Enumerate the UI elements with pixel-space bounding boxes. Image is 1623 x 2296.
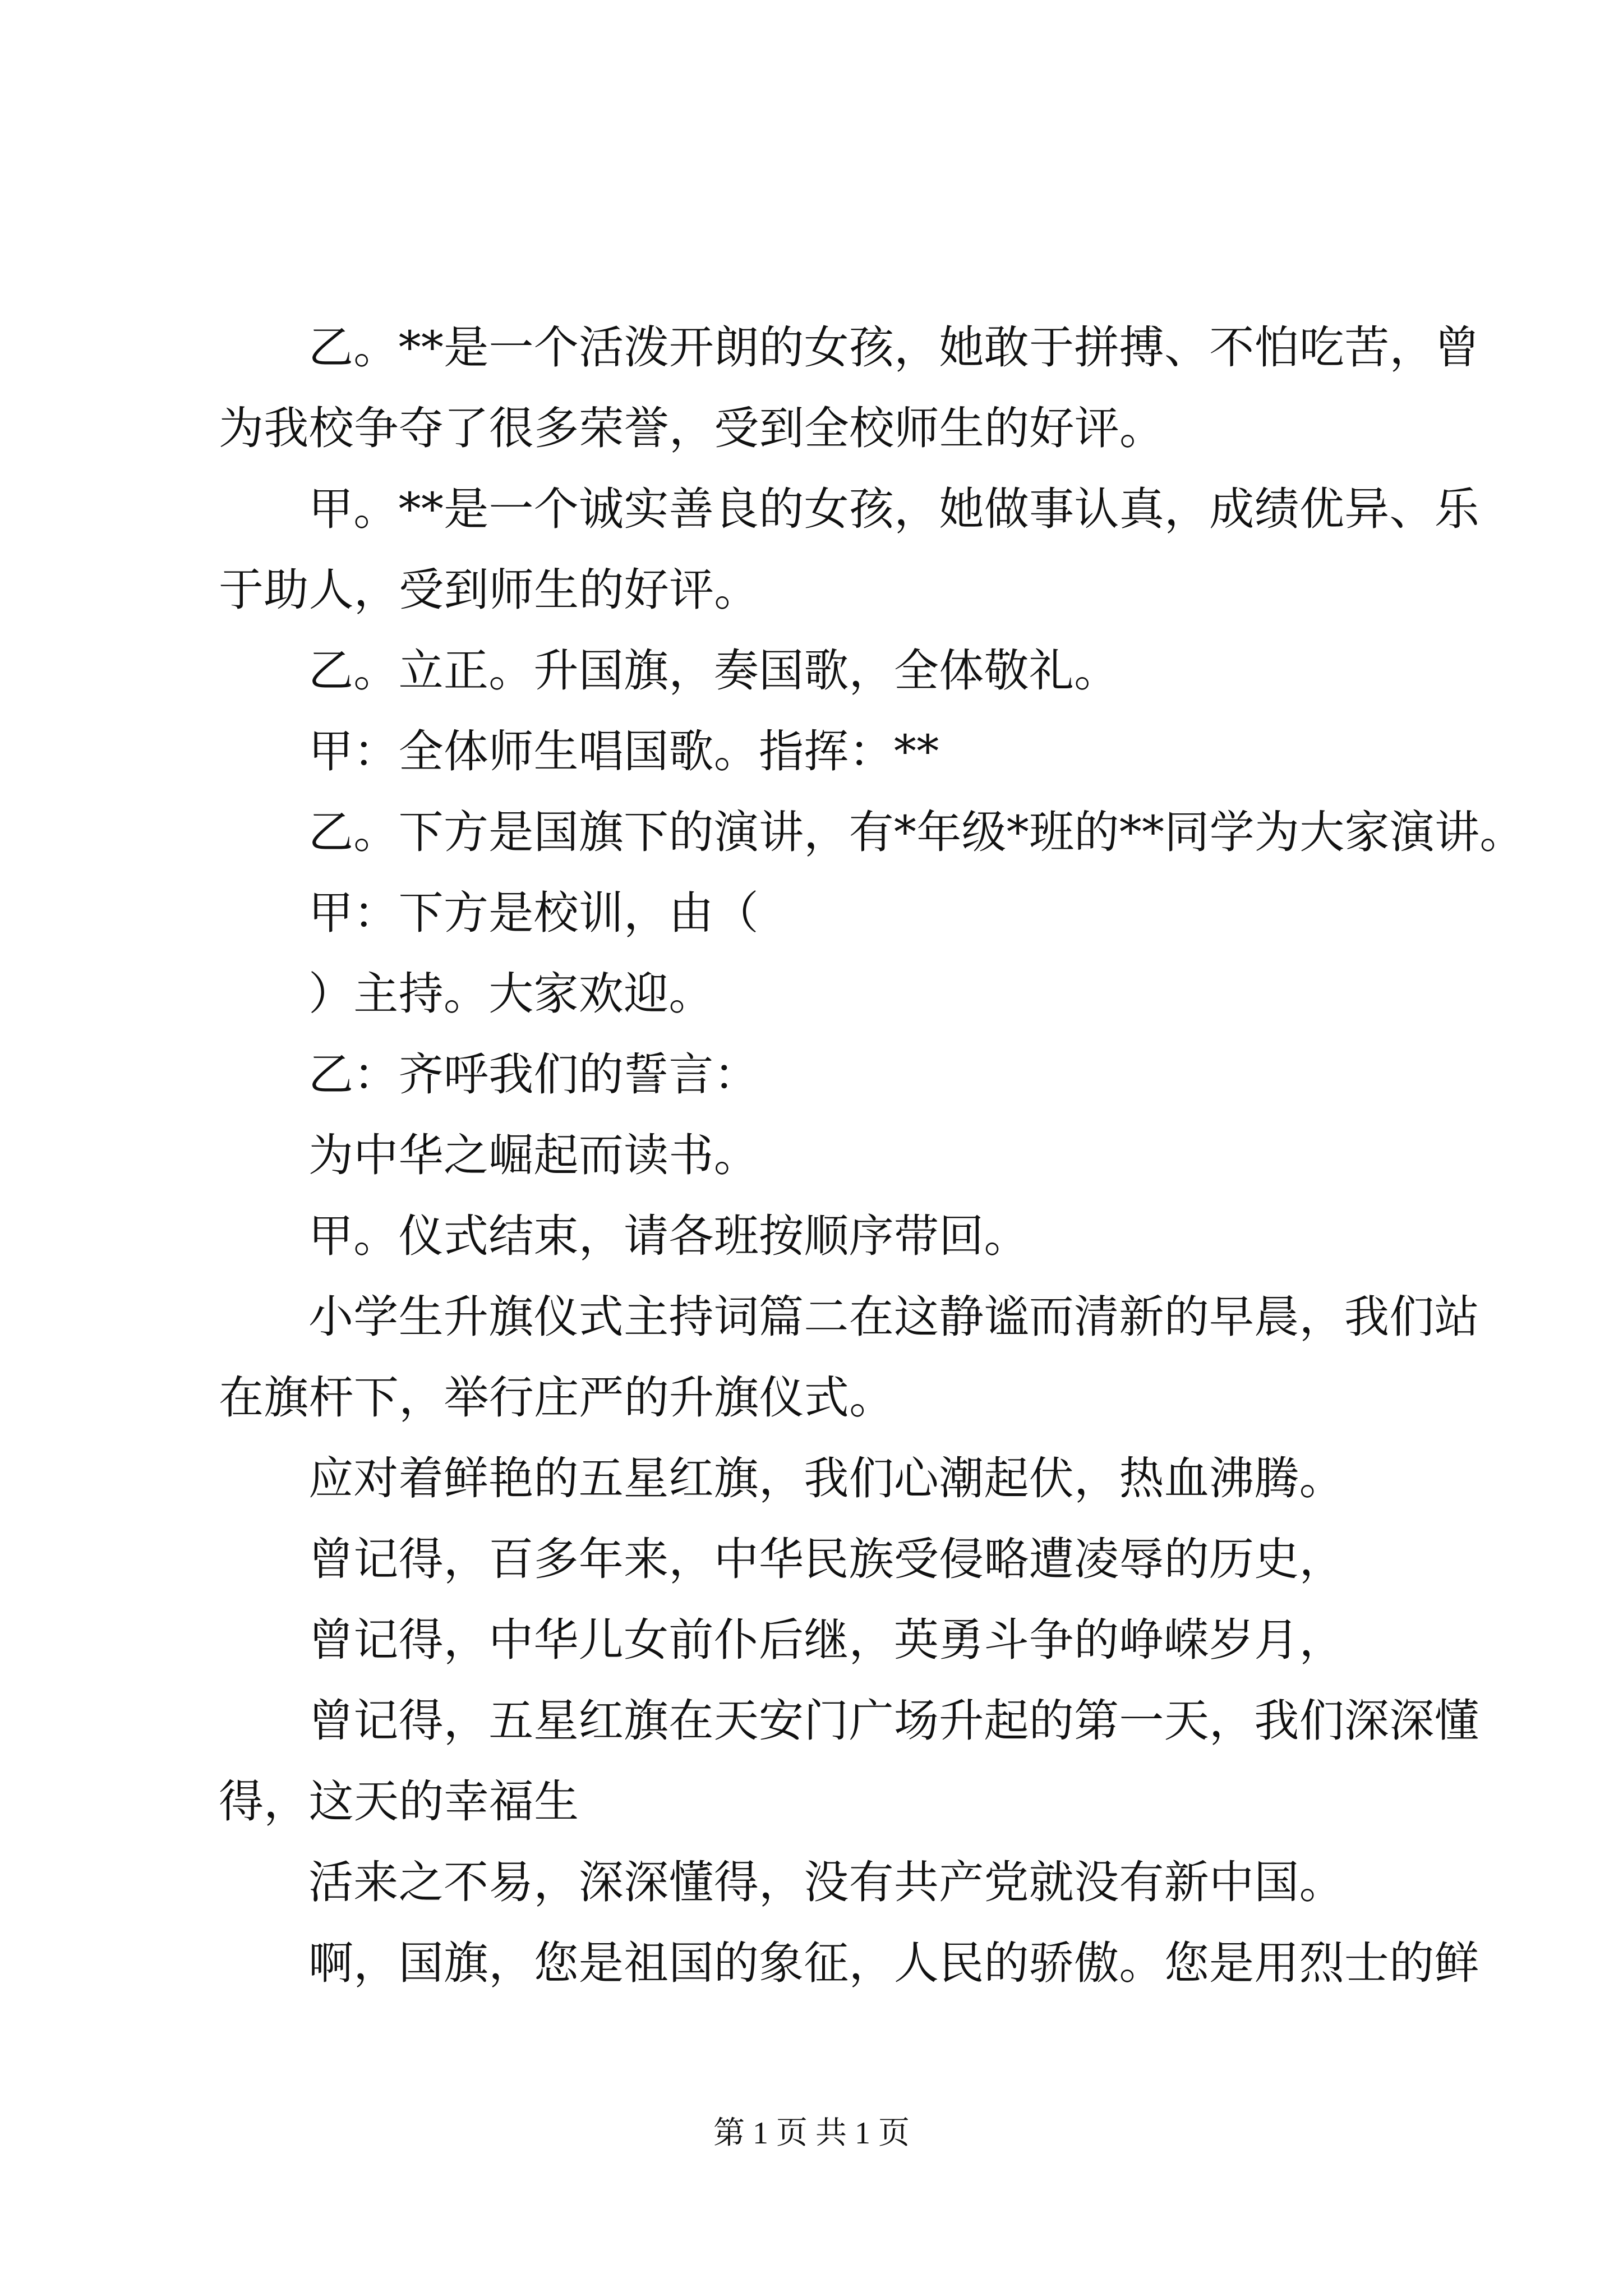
text-line: 在旗杆下，举行庄严的升旗仪式。	[219, 1372, 895, 1424]
text-line: 乙。**是一个活泼开朗的女孩，她敢于拼搏、不怕吃苦，曾	[308, 321, 1480, 374]
text-line: 曾记得，中华儿女前仆后继，英勇斗争的峥嵘岁月，	[308, 1614, 1344, 1666]
text-line: 于助人，受到师生的好评。	[219, 564, 759, 616]
text-line: 得，这天的幸福生	[219, 1775, 579, 1828]
text-line: 活来之不易，深深懂得，没有共产党就没有新中国。	[308, 1856, 1344, 1908]
text-line: 曾记得，五星红旗在天安门广场升起的第一天，我们深深懂	[308, 1695, 1479, 1747]
text-line: 啊，国旗，您是祖国的象征，人民的骄傲。您是用烈士的鲜	[308, 1937, 1479, 1989]
page-number-footer: 第 1 页 共 1 页	[713, 2116, 910, 2151]
text-line: 小学生升旗仪式主持词篇二在这静谧而清新的早晨，我们站	[308, 1291, 1479, 1343]
text-line: 曾记得，百多年来，中华民族受侵略遭凌辱的历史，	[308, 1533, 1344, 1585]
text-line: 乙。下方是国旗下的演讲，有*年级*班的**同学为大家演讲。	[308, 806, 1525, 858]
document-body	[219, 307, 1525, 2004]
text-line: 为我校争夺了很多荣誉，受到全校师生的好评。	[219, 402, 1165, 454]
text-line: 乙：齐呼我们的誓言：	[308, 1048, 759, 1101]
text-line: 为中华之崛起而读书。	[308, 1129, 759, 1181]
text-line: 应对着鲜艳的五星红旗，我们心潮起伏，热血沸腾。	[308, 1452, 1344, 1504]
text-line: 甲：全体师生唱国歌。指挥：**	[308, 725, 939, 777]
text-line: 乙。立正。升国旗，奏国歌，全体敬礼。	[308, 645, 1119, 697]
text-line: 甲。仪式结束，请各班按顺序带回。	[308, 1210, 1029, 1262]
text-line: ）主持。大家欢迎。	[308, 968, 714, 1020]
text-line: 甲：下方是校训，由（	[308, 887, 759, 939]
text-line: 甲。**是一个诚实善良的女孩，她做事认真，成绩优异、乐	[308, 483, 1480, 535]
